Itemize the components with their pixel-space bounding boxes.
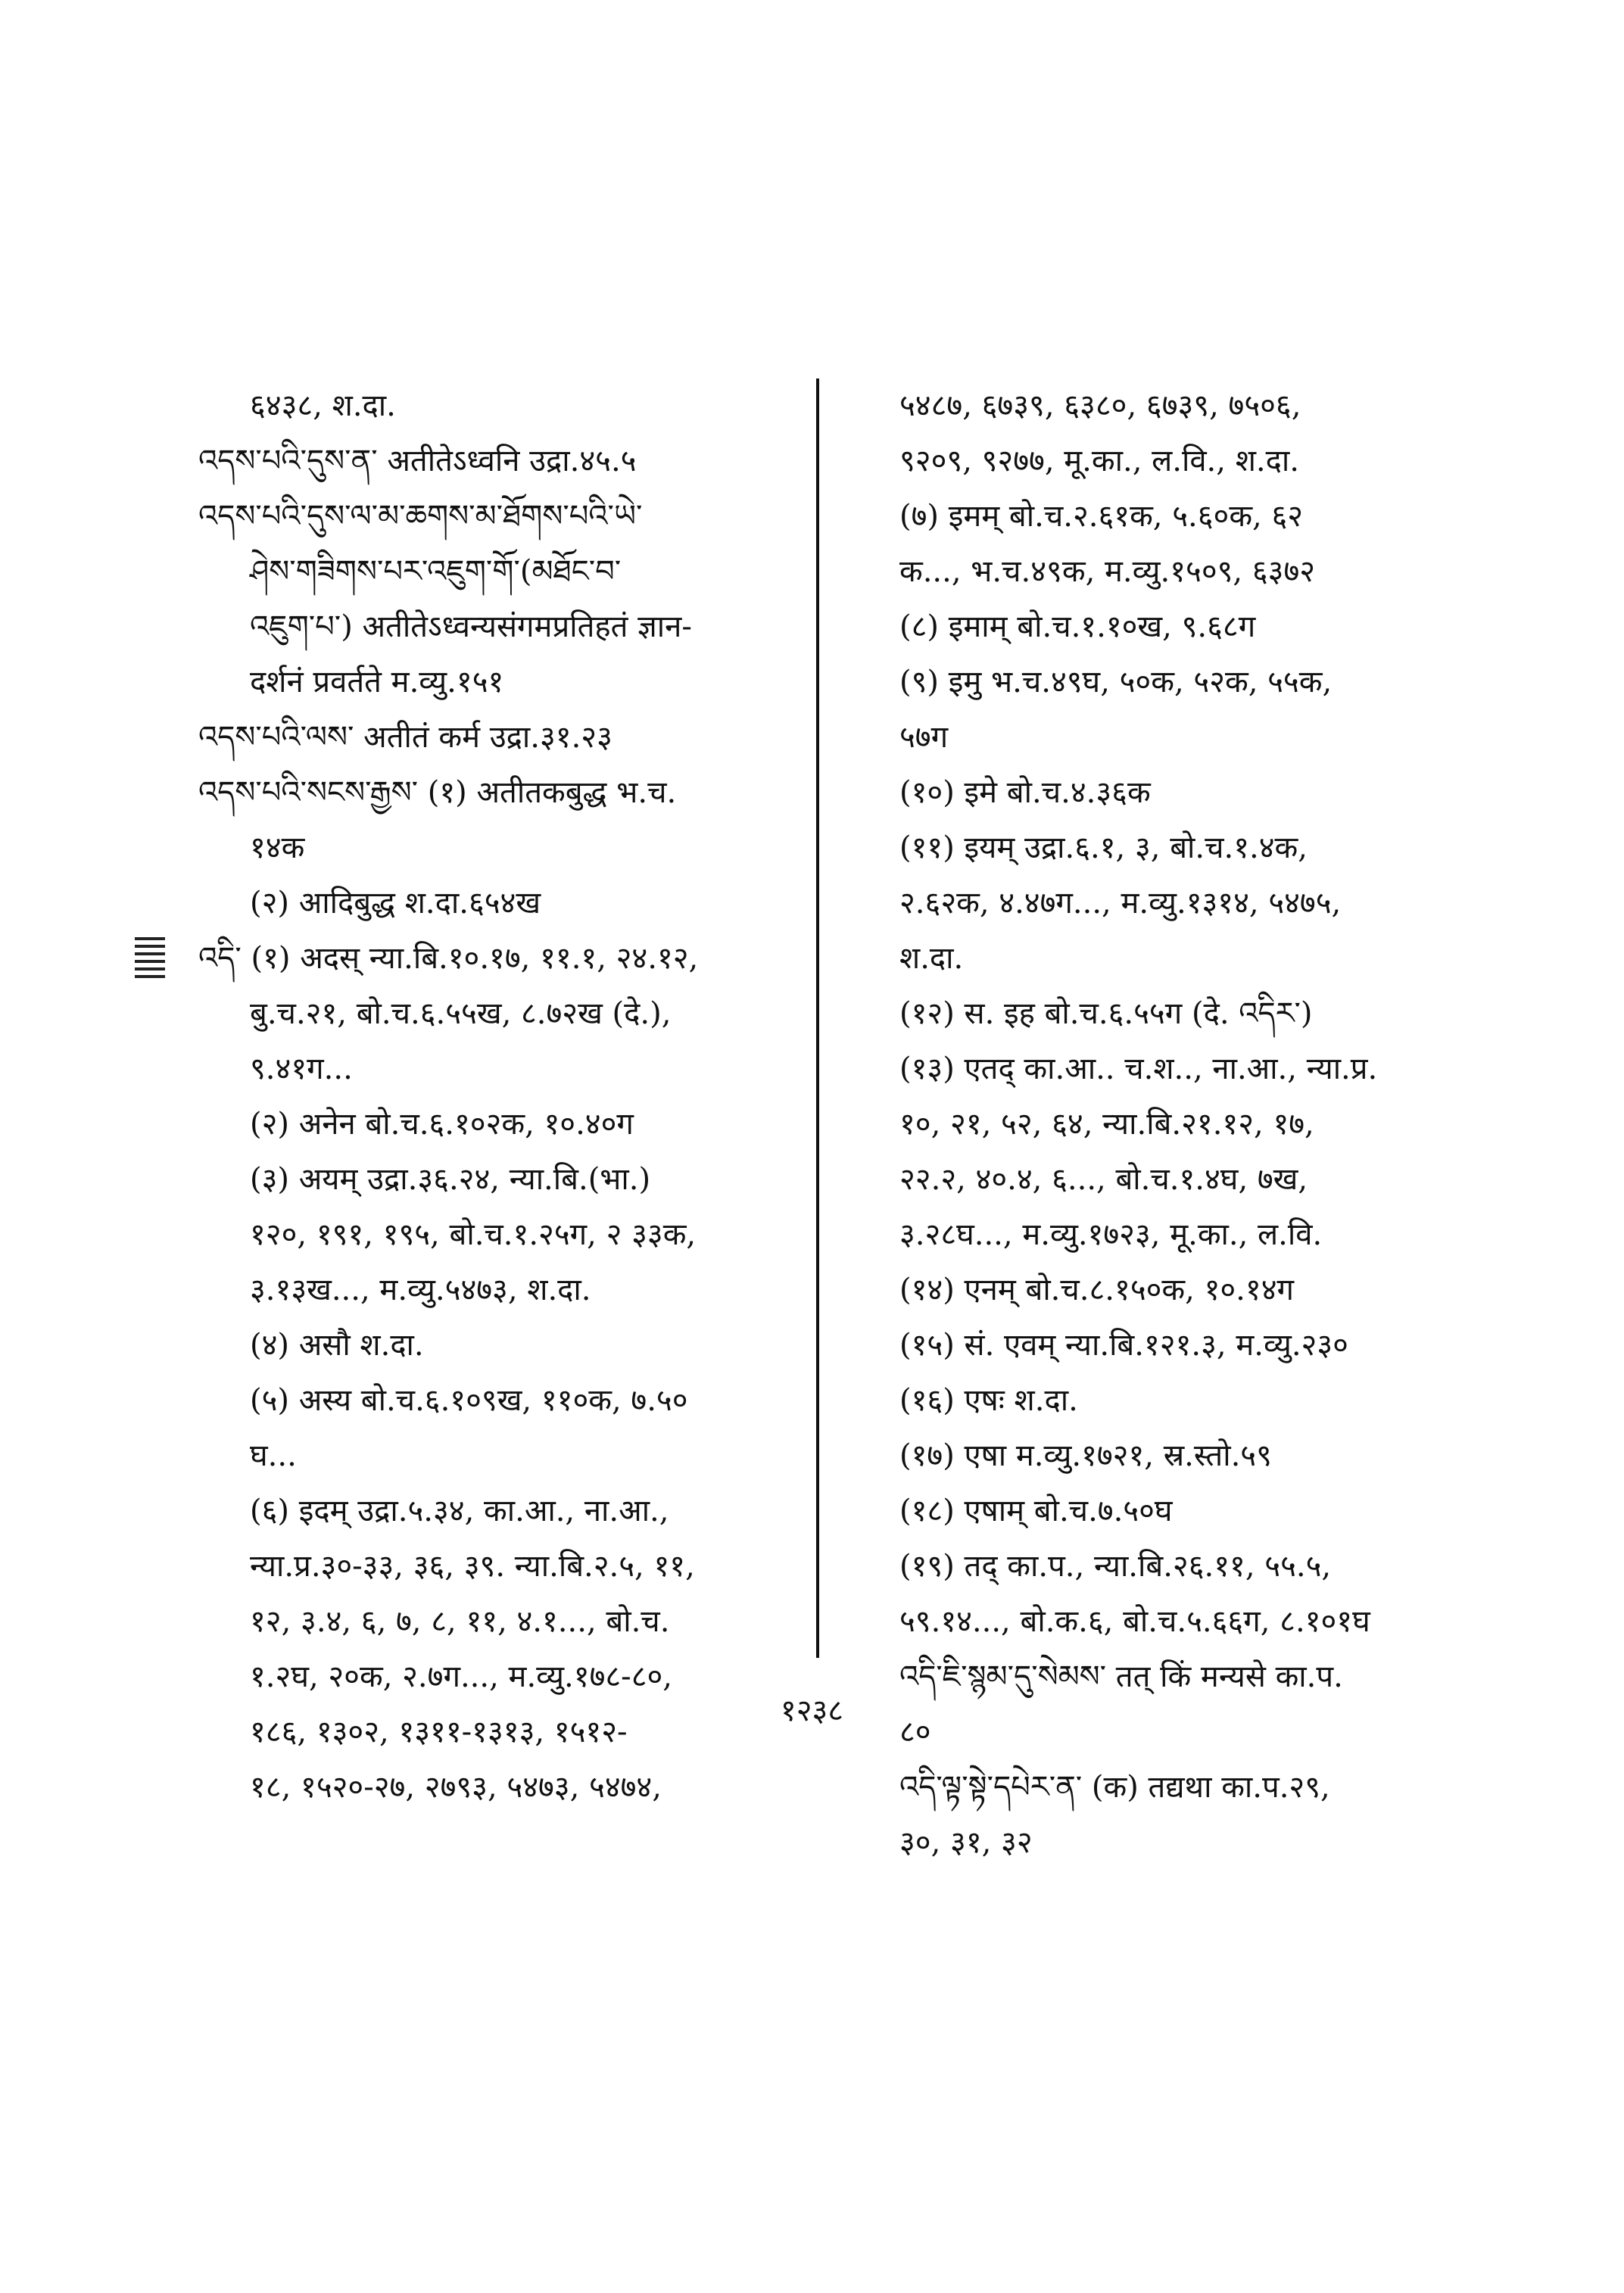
entry-line: बु.च.२१, बो.च.६.५५ख, ८.७२ख (दे.), <box>250 996 672 1031</box>
entry-line: २२.२, ४०.४, ६..., बो.च.१.४घ, ७ख, <box>899 1162 1308 1197</box>
entry-line: འདི་ (१) अदस् न्या.बि.१०.१७, ११.१, २४.१२, <box>198 941 699 976</box>
entry-line: ६४३८, श.दा. <box>250 388 396 423</box>
entry-line: २.६२क, ४.४७ग..., म.व्यु.१३१४, ५४७५, <box>899 886 1342 921</box>
entry-line: ५७ग <box>899 720 949 755</box>
entry-line: (३) अयम् उद्रा.३६.२४, न्या.बि.(भा.) <box>250 1162 651 1197</box>
entry-line: (१४) एनम् बो.च.८.१५०क, १०.१४ग <box>899 1273 1295 1307</box>
entry-line: ५४८७, ६७३९, ६३८०, ६७३९, ७५०६, <box>899 388 1301 423</box>
entry-line: ३.२८घ..., म.व्यु.१७२३, मू.का., ल.वि. <box>899 1217 1323 1252</box>
entry-line: १२०, १९१, १९५, बो.च.१.२५ग, २ ३३क, <box>250 1217 697 1252</box>
page-number: १२३८ <box>780 1693 844 1728</box>
entry-line: (७) इमम् बो.च.२.६१क, ५.६०क, ६२ <box>899 499 1304 534</box>
entry-line: (१६) एषः श.दा. <box>899 1383 1078 1418</box>
entry-line: འདས་པའི་དུས་ན་ अतीतेऽध्वनि उद्रा.४५.५ <box>198 444 637 478</box>
entry-line: (१०) इमे बो.च.४.३६क <box>899 775 1151 810</box>
entry-line: འདི་ཇི་སྙམ་དུ་སེམས་ तत् किं मन्यसे का.प. <box>899 1659 1343 1694</box>
entry-line: ३०, ३१, ३२ <box>899 1825 1033 1860</box>
entry-line: (८) इमाम् बो.च.१.१०ख, ९.६८ग <box>899 609 1256 644</box>
page-edge-mark <box>135 937 165 989</box>
entry-line: (६) इदम् उद्रा.५.३४, का.आ., ना.आ., <box>250 1494 669 1528</box>
entry-line: ९२०९, ९२७७, मू.का., ल.वि., श.दा. <box>899 444 1299 478</box>
entry-line: १४क <box>250 830 305 865</box>
entry-line: ५९.१४..., बो.क.६, बो.च.५.६६ग, ८.१०१घ <box>899 1604 1370 1639</box>
entry-line: ཤེས་གཟིགས་པར་འཇུག་གོ་(མཐོང་བ་ <box>250 554 622 589</box>
entry-line: (१२) स. इह बो.च.६.५५ग (दे. འདིར་) <box>899 996 1313 1031</box>
entry-line: दर्शनं प्रवर्तते म.व्यु.१५१ <box>250 665 504 699</box>
entry-line: १८६, १३०२, १३११-१३१३, १५१२- <box>250 1715 628 1749</box>
entry-line: १०, २१, ५२, ६४, न्या.बि.२१.१२, १७, <box>899 1107 1314 1142</box>
entry-line: १२, ३.४, ६, ७, ८, ११, ४.१..., बो.च. <box>250 1604 670 1639</box>
entry-line: न्या.प्र.३०-३३, ३६, ३९. न्या.बि.२.५, ११, <box>250 1549 695 1584</box>
entry-line: འདས་པའི་དུས་ལ་མ་ཆགས་མ་ཐོགས་པའི་ཡེ་ <box>198 499 643 534</box>
entry-line: (२) अनेन बो.च.६.१०२क, १०.४०ग <box>250 1107 634 1142</box>
entry-line: འདས་པའི་ལས་ अतीतं कर्म उद्रा.३१.२३ <box>198 720 613 755</box>
entry-line: १८, १५२०-२७, २७९३, ५४७३, ५४७४, <box>250 1770 662 1805</box>
entry-line: ३.१३ख..., म.व्यु.५४७३, श.दा. <box>250 1273 591 1307</box>
entry-line: (११) इयम् उद्रा.६.१, ३, बो.च.१.४क, <box>899 830 1308 865</box>
entry-line: घ... <box>250 1438 297 1473</box>
entry-line: (१८) एषाम् बो.च.७.५०घ <box>899 1494 1173 1528</box>
entry-line: १.२घ, २०क, २.७ग..., म.व्यु.१७८-८०, <box>250 1659 673 1694</box>
entry-line: ८० <box>899 1715 931 1749</box>
column-divider <box>816 379 819 1658</box>
entry-line: (१७) एषा म.व्यु.१७२१, स्र.स्तो.५९ <box>899 1438 1272 1473</box>
entry-line: (५) अस्य बो.च.६.१०९ख, ११०क, ७.५० <box>250 1383 688 1418</box>
entry-line: श.दा. <box>899 941 964 976</box>
left-column <box>198 379 804 1815</box>
entry-line: འདས་པའི་སངས་རྒྱས་ (१) अतीतकबुद्ध भ.च. <box>198 775 677 810</box>
entry-line: (९) इमु भ.च.४९घ, ५०क, ५२क, ५५क, <box>899 665 1333 699</box>
entry-line: क..., भ.च.४९क, म.व्यु.१५०९, ६३७२ <box>899 554 1316 589</box>
entry-line: (१५) सं. एवम् न्या.बि.१२१.३, म.व्यु.२३० <box>899 1328 1348 1363</box>
entry-line: (४) असौ श.दा. <box>250 1328 424 1363</box>
entry-line: (१९) तद् का.प., न्या.बि.२६.११, ५५.५, <box>899 1549 1332 1584</box>
entry-line: འཇུག་པ་) अतीतेऽध्वन्यसंगमप्रतिहतं ज्ञान- <box>250 609 692 644</box>
right-column <box>899 379 1475 1871</box>
entry-line: (२) आदिबुद्ध श.दा.६५४ख <box>250 886 541 921</box>
entry-line: འདི་ལྟ་སྟེ་དཔེར་ན་ (क) तद्यथा का.प.२९, <box>899 1770 1330 1805</box>
entry-line: ९.४१ग... <box>250 1051 353 1086</box>
entry-line: (१३) एतद् का.आ.. च.श.., ना.आ., न्या.प्र. <box>899 1051 1378 1086</box>
